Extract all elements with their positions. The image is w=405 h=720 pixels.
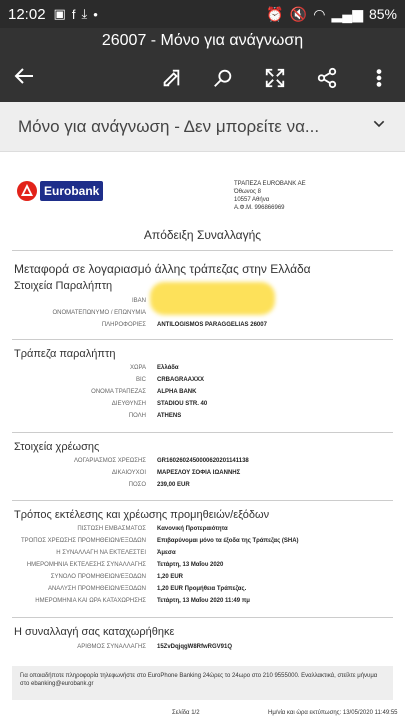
divider [12,500,393,501]
registered-title: Η συναλλαγή σας καταχωρήθηκε [14,626,175,638]
fullscreen-icon[interactable] [259,62,291,94]
status-time: 12:02 [8,5,46,23]
field-row: ΑΡΙΘΜΟΣ ΣΥΝΑΛΛΑΓΗΣ 15ZvDqjqgW8RfwRGV91Q [77,644,233,650]
field-row: ΤΡΟΠΟΣ ΧΡΕΩΣΗΣ ΠΡΟΜΗΘΕΙΩΝ/ΕΞΟΔΩΝ Επιβαρύνομαι μόνο τα έξοδα της Τράπεζας (SHA) [20,538,299,544]
field-row: ΠΟΣΟ 239,00 EUR [128,482,190,488]
signal-icon: ▂▄▆ [331,5,363,22]
more-icon[interactable] [363,62,395,94]
footer-note: Για οποιαδήποτε πληροφορία τηλεφωνήστε στο EuroPhone Banking 24ώρες το 24ωρο στο 210 9555000. Εναλλακτικά, στείλτε μήνυμα στο ebanking@eurobank.gr [12,666,393,700]
field-row: ΠΙΣΤΩΣΗ ΕΜΒΑΣΜΑΤΟΣ Κανονική Προτεραιότητα [77,526,228,532]
readonly-banner-text: Μόνο για ανάγνωση - Δεν μπορείτε να... [18,116,320,136]
mute-icon: 🔇 [289,5,308,22]
app-bar [0,28,405,102]
field-row: ΔΙΚΑΙΟΥΧΟΙ ΜΑΡΕΣΛΟΥ ΣΟΦΙΑ ΙΩΑΝΝΗΣ [111,470,241,476]
photo-icon: ▣ [53,6,66,21]
field-row: ΣΥΝΟΛΟ ΠΡΟΜΗΘΕΙΩΝ/ΕΞΟΔΩΝ 1,20 EUR [50,574,184,580]
print-date: Ημ/νία και ώρα εκτύπωσης: 13/05/2020 11:49:55 [268,710,398,716]
field-row: ΔΙΕΥΘΥΝΣΗ STADIOU STR. 40 [111,401,208,407]
transfer-title: Μεταφορά σε λογαριασμό άλλης τράπεζας στην Ελλάδα [14,262,311,276]
field-row: ΠΛΗΡΟΦΟΡΙΕΣ ANTILOGISMOS PARAGGELIAS 26007 [101,322,267,328]
field-row: ΗΜΕΡΟΜΗΝΙΑ ΚΑΙ ΩΡΑ ΚΑΤΑΧΩΡΗΣΗΣ Τετάρτη, 13 Μαΐου 2020 11:49 πμ [35,598,250,604]
dot-icon: • [93,6,98,22]
readonly-banner[interactable] [0,102,405,152]
share-icon[interactable] [311,62,343,94]
redaction-mark [150,282,275,315]
bank-address: ΤΡΑΠΕΖΑ EUROBANK AE Όθωνος 8 10557 Αθήνα Α.Φ.Μ. 996866969 [234,181,306,211]
edit-icon[interactable] [155,62,187,94]
page-number: Σελίδα 1/2 [172,710,200,716]
document-title: 26007 - Μόνο για ανάγνωση [101,32,304,49]
alarm-icon: ⏰ [266,5,284,22]
receipt-title: Απόδειξη Συναλλαγής [143,228,262,242]
beneficiary-title: Στοιχεία Παραλήπτη [14,280,113,292]
download-icon: ⤓ [81,6,88,21]
debit-title: Στοιχεία χρέωσης [14,441,100,453]
field-row: ΟΝΟΜΑΤΕΠΩΝΥΜΟ / ΕΠΩΝΥΜΙΑ [52,310,146,316]
eurobank-logo [16,178,102,204]
divider [12,617,393,618]
divider [12,432,393,433]
field-row: ΗΜΕΡΟΜΗΝΙΑ ΕΚΤΕΛΕΣΗΣ ΣΥΝΑΛΛΑΓΗΣ Τετάρτη, 13 Μαΐου 2020 [26,562,224,568]
field-row: ΟΝΟΜΑ ΤΡΑΠΕΖΑΣ ALPHA BANK [91,389,197,395]
chevron-down-icon[interactable] [371,116,387,137]
facebook-icon: f [71,6,76,22]
eurobank-logo-icon [16,180,38,202]
status-bar [0,0,405,28]
execution-title: Τρόπος εκτέλεσης και χρέωσης προμηθειών/εξόδων [14,509,270,521]
field-row: ΛΟΓΑΡΙΑΣΜΟΣ ΧΡΕΩΣΗΣ GR1602602450000620201141138 [74,458,249,464]
field-row: IBAN [131,298,146,304]
field-row: BIC CRBAGRAAXXX [135,377,205,383]
document-page [0,152,405,720]
divider [12,339,393,340]
wifi-icon: ◠ [313,5,326,22]
field-row: Η ΣΥΝΑΛΛΑΓΗ ΝΑ ΕΚΤΕΛΕΣΤΕΙ Άμεσα [56,550,176,556]
battery-percent: 85% [368,6,397,22]
bank-title: Τράπεζα παραλήπτη [14,348,116,360]
eurobank-logo-text: Eurobank [40,181,103,201]
back-arrow-icon[interactable] [12,64,36,92]
field-row: ΠΟΛΗ ATHENS [128,413,182,419]
search-icon[interactable] [207,62,239,94]
field-row: ΧΩΡΑ Ελλάδα [129,365,179,371]
divider [12,250,393,251]
field-row: ΑΝΑΛΥΣΗ ΠΡΟΜΗΘΕΙΩΝ/ΕΞΟΔΩΝ 1,20 EUR Προμήθεια Τράπεζας. [47,586,247,592]
